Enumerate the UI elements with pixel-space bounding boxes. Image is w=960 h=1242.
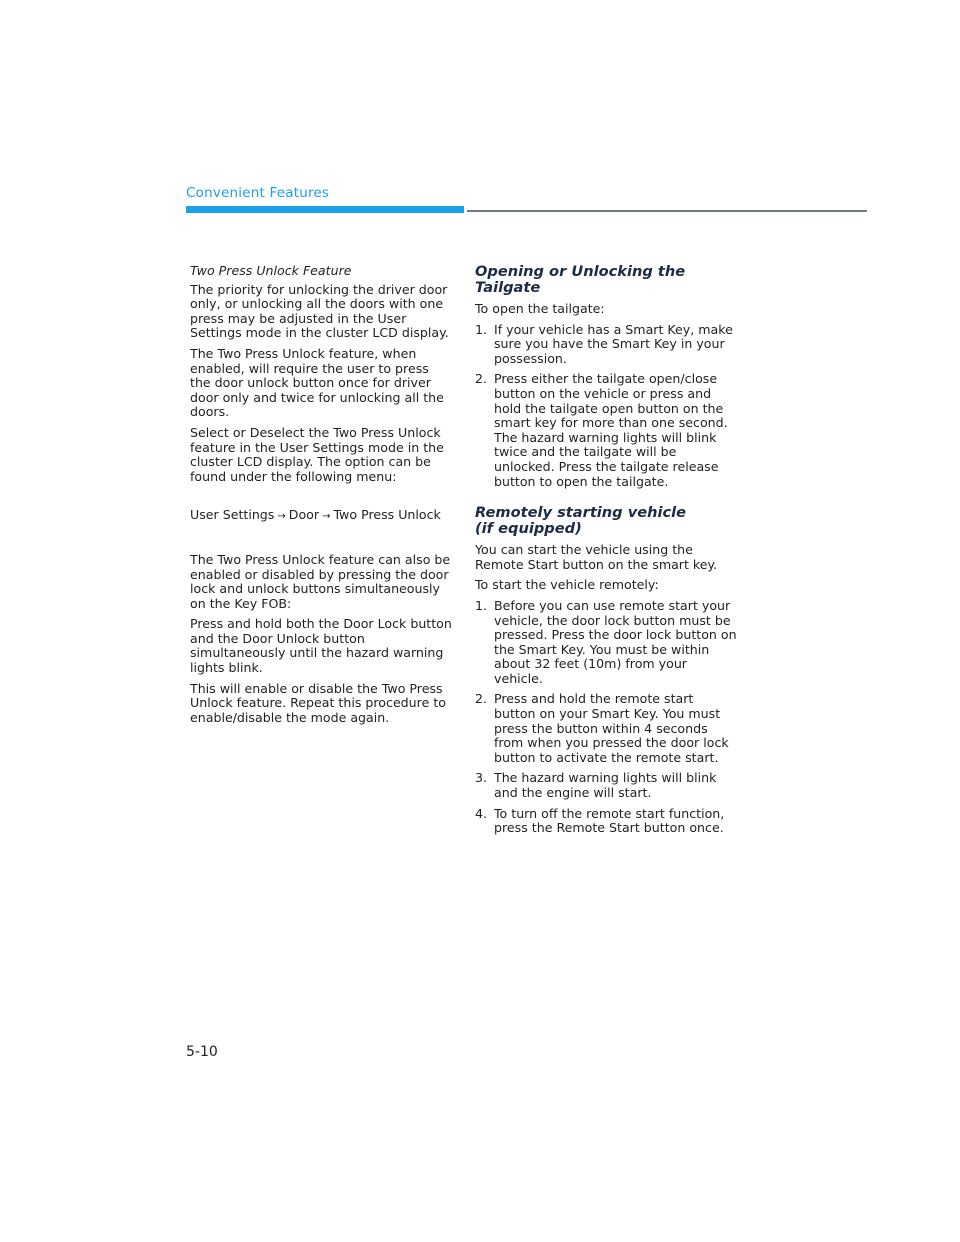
heading-remote-start: Remotely starting vehicle (if equipped) bbox=[475, 504, 687, 538]
paragraph: The priority for unlocking the driver door only, or unlocking all the doors with one press may be adjusted in the User Settings mode in the cluster LCD display. bbox=[190, 281, 449, 341]
paragraph: You can start the vehicle using the Remote Start button on the smart key. bbox=[475, 542, 718, 572]
heading-opening-tailgate: Opening or Unlocking the Tailgate bbox=[475, 263, 686, 296]
paragraph: The Two Press Unlock feature can also be enabled or disabled by pressing the door lock and unlock buttons simultaneously on the Key FOB: bbox=[190, 551, 451, 611]
page-number: 5-10 bbox=[186, 1044, 218, 1060]
menu-path-two-press-unlock: Two Press Unlock bbox=[333, 507, 441, 523]
right-column bbox=[475, 264, 737, 842]
menu-path bbox=[190, 508, 452, 525]
left-column bbox=[190, 264, 452, 731]
arrow-right-icon: → bbox=[322, 511, 331, 523]
paragraph: This will enable or disable the Two Press Unlock feature. Repeat this procedure to enable/disable the mode again. bbox=[190, 680, 446, 725]
list-item: 1. Before you can use remote start your vehicle, the door lock button must be pressed. Press the door lock button on the Smart Key. You must be within about 32 feet (10m) from your vehicle. bbox=[475, 597, 737, 686]
arrow-right-icon: → bbox=[277, 511, 286, 523]
paragraph: Select or Deselect the Two Press Unlock feature in the User Settings mode in the cluster LCD display. The option can be found under the following menu: bbox=[190, 424, 444, 484]
header-rule-accent bbox=[186, 206, 464, 213]
paragraph: To open the tailgate: bbox=[475, 301, 605, 316]
list-item: 1. If your vehicle has a Smart Key, make sure you have the Smart Key in your possession. bbox=[475, 321, 733, 366]
subheading-two-press-unlock: Two Press Unlock Feature bbox=[190, 263, 352, 278]
paragraph: To start the vehicle remotely: bbox=[475, 577, 659, 593]
menu-path-user-settings: User Settings bbox=[190, 507, 275, 523]
list-item: 3. The hazard warning lights will blink and the engine will start. bbox=[475, 770, 717, 801]
list-item: 4. To turn off the remote start function, press the Remote Start button once. bbox=[475, 805, 725, 836]
list-item: 2. Press either the tailgate open/close button on the vehicle or press and hold the tailgate open button on the smart key for more than one second. The hazard warning lights will blink twice and the tailgate will be unlocked. Press the tailgate release button to open the tailgate. bbox=[475, 371, 728, 489]
tailgate-steps bbox=[475, 323, 737, 490]
header-rule bbox=[467, 210, 867, 212]
section-title: Convenient Features bbox=[186, 185, 330, 201]
list-item: 2. Press and hold the remote start button on your Smart Key. You must press the button within 4 seconds from when you pressed the door lock button to activate the remote start. bbox=[475, 691, 729, 765]
paragraph: The Two Press Unlock feature, when enabled, will require the user to press the door unlock button once for driver door only and twice for unlocking all the doors. bbox=[190, 345, 444, 420]
remote-start-steps bbox=[475, 599, 737, 836]
paragraph: Press and hold both the Door Lock button and the Door Unlock button simultaneously until the hazard warning lights blink. bbox=[190, 616, 452, 676]
menu-path-door: Door bbox=[288, 507, 320, 523]
